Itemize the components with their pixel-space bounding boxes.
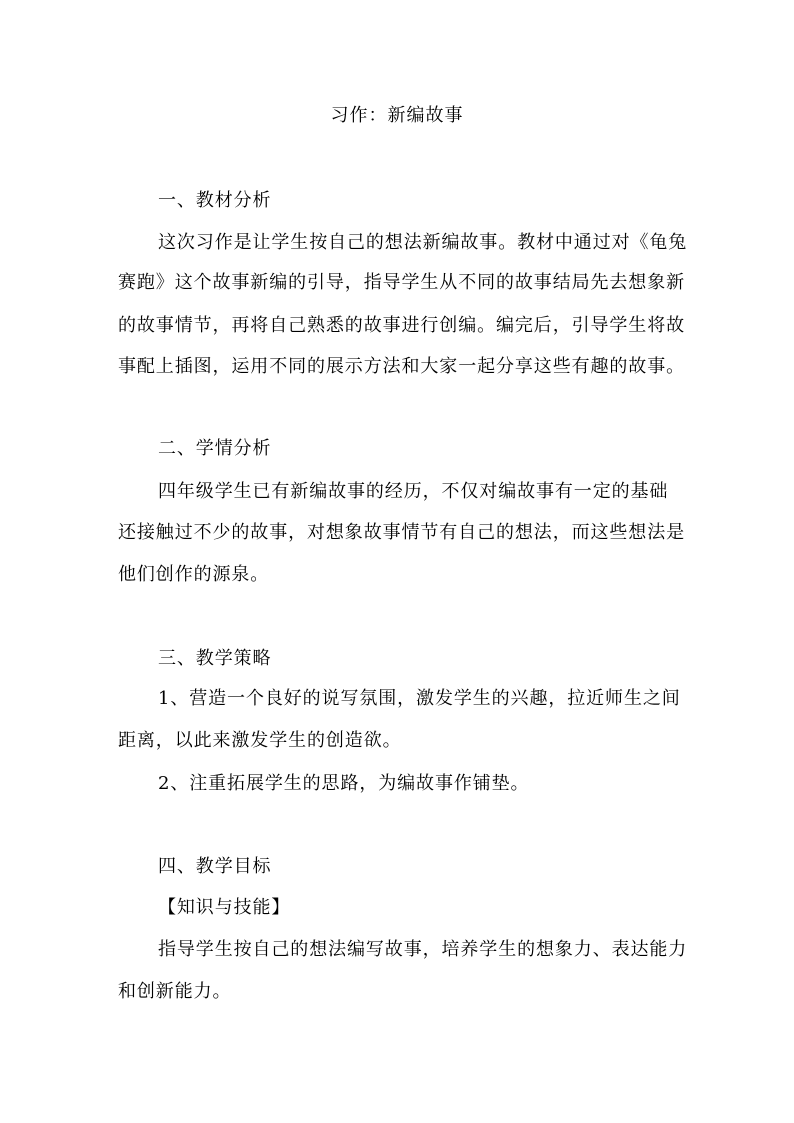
section-heading: 一、教材分析 <box>158 190 272 211</box>
paragraph-line: 距离，以此来激发学生的创造欲。 <box>118 730 402 751</box>
paragraph-line: 指导学生按自己的想法编写故事，培养学生的想象力、表达能力 <box>158 939 688 960</box>
section-heading: 三、教学策略 <box>158 648 272 669</box>
subsection-heading: 【知识与技能】 <box>158 897 291 918</box>
document-title: 习作：新编故事 <box>330 105 464 126</box>
paragraph-line: 的故事情节，再将自己熟悉的故事进行创编。编完后，引导学生将故 <box>118 315 685 336</box>
section-heading: 四、教学目标 <box>158 856 272 877</box>
paragraph-line: 赛跑》这个故事新编的引导，指导学生从不同的故事结局先去想象新 <box>118 272 685 293</box>
paragraph-line: 四年级学生已有新编故事的经历，不仅对编故事有一定的基础 <box>158 481 669 502</box>
list-item: 2、注重拓展学生的思路，为编故事作铺垫。 <box>158 773 530 794</box>
paragraph-line: 事配上插图，运用不同的展示方法和大家一起分享这些有趣的故事。 <box>118 356 685 377</box>
paragraph-line: 和创新能力。 <box>118 981 232 1002</box>
section-heading: 二、学情分析 <box>158 438 272 459</box>
list-item: 1、营造一个良好的说写氛围，激发学生的兴趣，拉近师生之间 <box>158 688 681 709</box>
paragraph-line: 这次习作是让学生按自己的想法新编故事。教材中通过对《龟兔 <box>158 232 688 253</box>
paragraph-line: 还接触过不少的故事，对想象故事情节有自己的想法，而这些想法是 <box>118 522 685 543</box>
paragraph-line: 他们创作的源泉。 <box>118 564 270 585</box>
